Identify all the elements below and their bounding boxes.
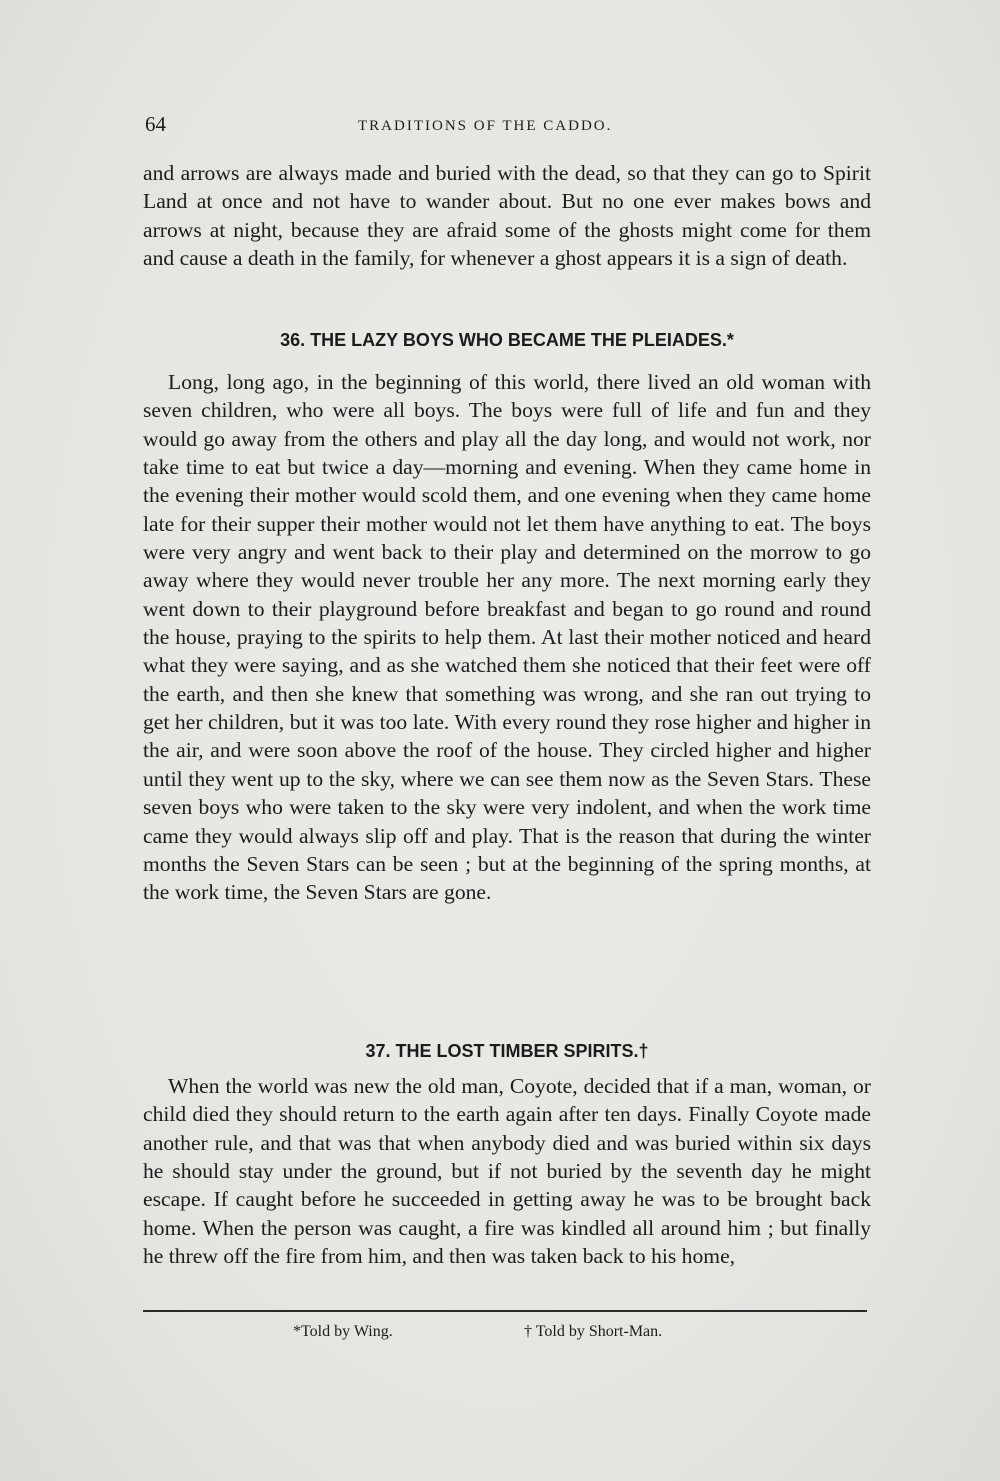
section-heading-37: 37. THE LOST TIMBER SPIRITS.†: [365, 1041, 649, 1061]
footnote-divider: [143, 1310, 867, 1312]
intro-paragraph: and arrows are always made and buried with the dead, so that they can go to Spirit Land at once and not have to wander about. But no one ever makes bows and arrows at night, because they are afraid some of the ghosts might come for them and cause a death in the family, for whenever a ghost appears it is a sign of death.: [143, 161, 871, 271]
page-header: [143, 112, 883, 142]
footnote-short-man: † Told by Short-Man.: [524, 1323, 663, 1340]
footnote-wing: *Told by Wing.: [293, 1323, 393, 1340]
running-title: TRADITIONS OF THE CADDO.: [358, 118, 613, 134]
section-heading-36: 36. THE LAZY BOYS WHO BECAME THE PLEIADES.*: [280, 330, 734, 350]
page-number: 64: [145, 112, 166, 136]
section-37-paragraph: When the world was new the old man, Coyote, decided that if a man, woman, or child died they should return to the earth again after ten days. Finally Coyote made another rule, and that was that when anybody died and was buried within six days he should stay under the ground, but if not buried by the seventh day he might escape. If caught before he succeeded in getting away he was to be brought back home. When the person was caught, a fire was kindled all around him ; but finally he threw off the fire from him, and then was taken back to his home,: [143, 1074, 871, 1269]
section-36-paragraph: Long, long ago, in the beginning of this world, there lived an old woman with seven children, who were all boys. The boys were full of life and fun and they would go away from the others and play all the day long, and would not work, nor take time to eat but twice a day—morning and evening. When they came home in the evening their mother would scold them, and one evening when they came home late for their supper their mother would not let them have anything to eat. The boys were very angry and went back to their play and determined on the morrow to go away where they would never trouble her any more. The next morning early they went down to their playground before breakfast and began to go round and round the house, praying to the spirits to help them. At last their mother noticed and heard what they were saying, and as she watched them she noticed that their feet were off the earth, and then she knew that something was wrong, and she ran out trying to get her children, but it was too late. With every round they rose higher and higher in the air, and were soon above the roof of the house. They circled higher and higher until they went up to the sky, where we can see them now as the Seven Stars. These seven boys who were taken to the sky were very indolent, and when the work time came they would always slip off and play. That is the reason that during the winter months the Seven Stars can be seen ; but at the beginning of the spring months, at the work time, the Seven Stars are gone.: [143, 370, 871, 905]
